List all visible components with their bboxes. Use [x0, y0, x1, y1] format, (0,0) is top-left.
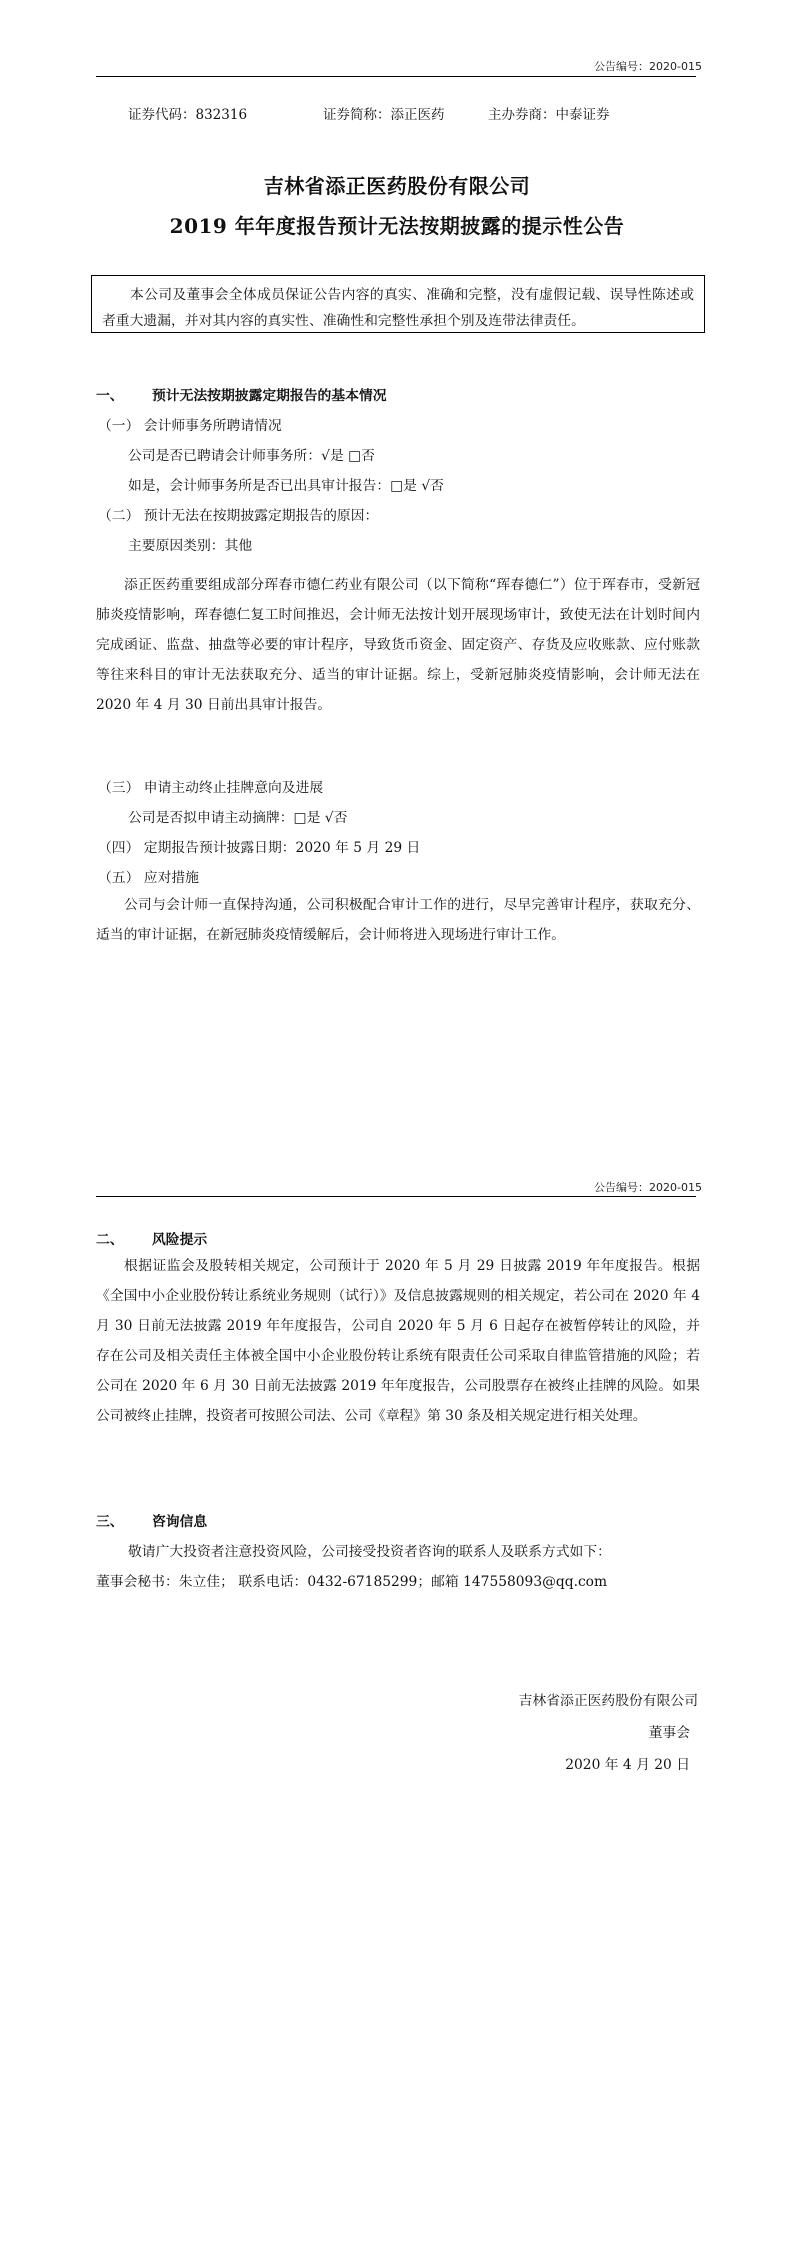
subsection-1-heading: （一） 会计师事务所聘请情况 [98, 418, 282, 434]
company-title: 吉林省添正医药股份有限公司 [263, 174, 531, 198]
announcement-number: 公告编号：2020-015 [594, 60, 702, 73]
contact-info: 董事会秘书：朱立佳； 联系电话：0432-67185299；邮箱 147558093@qq.com [96, 1574, 608, 1590]
announcement-title: 2019 年年度报告预计无法按期披露的提示性公告 [169, 214, 625, 238]
risk-paragraph: 根据证监会及股转相关规定，公司预计于 2020 年 5 月 29 日披露 2019 年年度报告。根据《全国中小企业股份转让系统业务规则（试行）》及信息披露规则的相关规定，若公司在 2020 年 4 月 30 日前无法披露 2019 年年度报告，公司自 2020 年 5 月 6 日起存在被暂停转让的风险，并存在公司及相关责任主体被全国中小企业股份转让系统有限责任公司采取自律监管措施的风险；若公司在 2020 年 6 月 30 日前无法披露 2019 年年度报告，公司股票存在被终止挂牌的风险。如果公司被终止挂牌，投资者可按照公司法、公司《章程》第 30 条及相关规定进行相关处理。 [96, 1258, 700, 1424]
section-2-number: 二、 [96, 1232, 124, 1248]
disclaimer-box [91, 275, 705, 333]
reason-category-line: 主要原因类别：其他 [128, 538, 253, 554]
section-1-title: 预计无法按期披露定期报告的基本情况 [152, 388, 387, 404]
stock-short-name: 证券简称：添正医药 [323, 107, 445, 123]
disclaimer-text: 本公司及董事会全体成员保证公告内容的真实、准确和完整，没有虚假记载、误导性陈述或者重大遗漏，并对其内容的真实性、准确性和完整性承担个别及连带法律责任。 [102, 287, 694, 329]
audit-report-issued-line: 如是，会计师事务所是否已出具审计报告：□是 √否 [128, 478, 444, 494]
measures-paragraph: 公司与会计师一直保持沟通，公司积极配合审计工作的进行，尽早完善审计程序，获取充分、适当的审计证据，在新冠肺炎疫情缓解后，会计师将进入现场进行审计工作。 [96, 897, 700, 943]
consult-intro: 敬请广大投资者注意投资风险，公司接受投资者咨询的联系人及联系方式如下： [128, 1544, 611, 1560]
subsection-2-heading: （二） 预计无法在按期披露定期报告的原因： [98, 508, 379, 524]
section-2-title: 风险提示 [152, 1232, 208, 1248]
signature-date: 2020 年 4 月 20 日 [565, 1757, 690, 1773]
sponsor-broker: 主办券商：中泰证券 [488, 107, 610, 123]
header-rule-page2 [96, 1196, 696, 1197]
stock-code: 证券代码：832316 [128, 107, 248, 123]
auditor-engaged-line: 公司是否已聘请会计师事务所：√是 □否 [128, 448, 375, 464]
section-1-number: 一、 [96, 388, 124, 404]
subsection-5-heading: （五） 应对措施 [98, 870, 199, 886]
signature-company: 吉林省添正医药股份有限公司 [518, 1693, 698, 1709]
section-3-title: 咨询信息 [152, 1514, 208, 1530]
header-rule [96, 76, 696, 77]
expected-disclosure-date: （四） 定期报告预计披露日期：2020 年 5 月 29 日 [98, 840, 421, 856]
reason-paragraph: 添正医药重要组成部分珲春市德仁药业有限公司（以下简称“珲春德仁”）位于珲春市，受新冠肺炎疫情影响，珲春德仁复工时间推迟，会计师无法按计划开展现场审计，致使无法在计划时间内完成函证、监盘、抽盘等必要的审计程序，导致货币资金、固定资产、存货及应收账款、应付账款等往来科目的审计无法获取充分、适当的审计证据。综上，受新冠肺炎疫情影响，会计师无法在 2020 年 4 月 30 日前出具审计报告。 [96, 577, 700, 713]
delisting-intent-line: 公司是否拟申请主动摘牌：□是 √否 [128, 810, 348, 826]
section-3-number: 三、 [96, 1514, 124, 1530]
announcement-number-page2: 公告编号：2020-015 [594, 1181, 702, 1194]
signature-board: 董事会 [648, 1725, 690, 1741]
subsection-3-heading: （三） 申请主动终止挂牌意向及进展 [98, 780, 324, 796]
